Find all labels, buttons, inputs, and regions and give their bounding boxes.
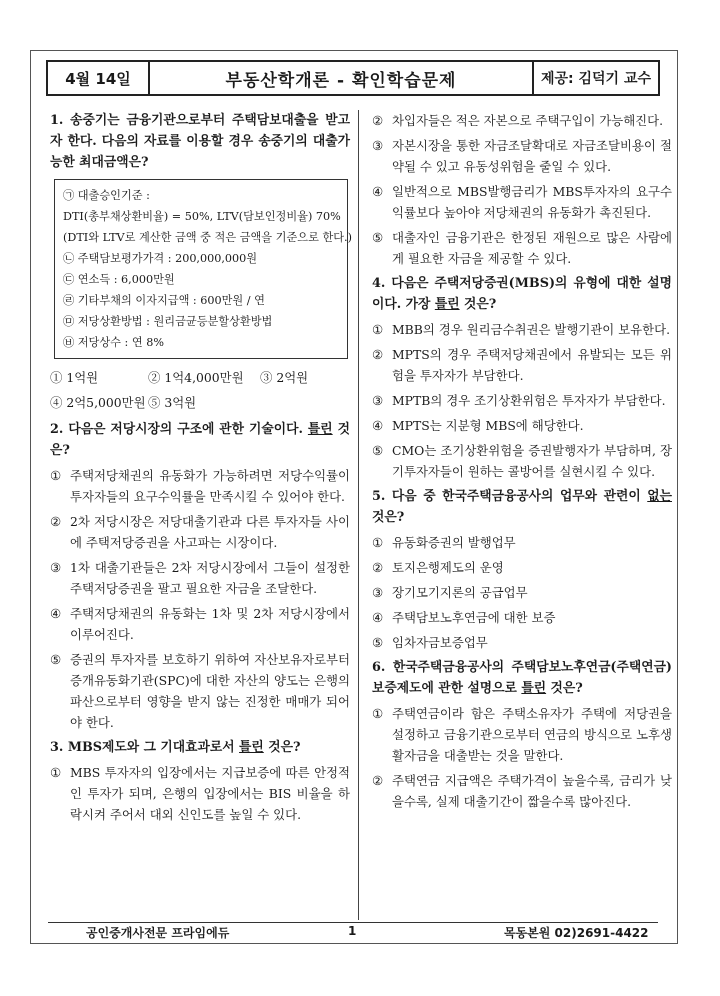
question-number: 5. xyxy=(372,489,386,504)
option-text: 1차 대출기관들은 2차 저당시장에서 그들이 설정한 주택저당증권을 팔고 필요한 자금을 조달한다. xyxy=(70,560,350,596)
option-number: ② xyxy=(50,514,62,529)
condition-line: DTI(총부채상환비율) = 50%, LTV(담보인정비율) 70% xyxy=(63,210,341,223)
answer-option[interactable]: ③ 2억원 xyxy=(260,370,309,385)
question-1 xyxy=(50,110,350,173)
question-text: 다음은 주택저당증권(MBS)의 유형에 대한 설명이다. 가장 xyxy=(372,276,672,312)
option-number: ④ xyxy=(50,606,62,621)
question-emphasis: 틀린 xyxy=(239,740,264,755)
question-4 xyxy=(372,273,672,315)
option-text: MPTS는 지분형 MBS에 해당한다. xyxy=(392,418,584,433)
question-emphasis: 없는 xyxy=(647,489,672,504)
answer-option[interactable] xyxy=(372,135,672,177)
answer-option[interactable] xyxy=(372,440,672,482)
answer-option[interactable] xyxy=(372,227,672,269)
option-text: CMO는 조기상환위험을 증권발행자가 부담하며, 장기투자자들이 원하는 콜방어를 실현시킬 수 있다. xyxy=(392,443,672,479)
q1-options xyxy=(50,367,350,417)
question-text: 다음은 저당시장의 구조에 관한 기술이다. xyxy=(68,422,308,437)
question-emphasis: 틀린 xyxy=(307,422,333,437)
option-text: 자본시장을 통한 자금조달확대로 자금조달비용이 절약될 수 있고 유동성위험을 줄일 수 있다. xyxy=(392,138,672,174)
option-text: 2차 저당시장은 저당대출기관과 다른 투자자들 사이에 주택저당증권을 사고파는 시장이다. xyxy=(70,514,350,550)
answer-option[interactable] xyxy=(50,511,350,553)
column-divider xyxy=(358,110,359,920)
question-3 xyxy=(50,737,350,758)
question-emphasis: 틀린 xyxy=(521,681,547,696)
condition-line: ㉡ 주택담보평가가격 : 200,000,000원 xyxy=(63,252,258,265)
answer-option[interactable] xyxy=(372,770,672,812)
question-emphasis: 틀린 xyxy=(434,297,460,312)
option-number: ⑤ xyxy=(50,652,62,667)
answer-option[interactable] xyxy=(50,465,350,507)
question-text: MBS제도와 그 기대효과로서 xyxy=(67,740,240,755)
option-number: ① xyxy=(372,706,384,721)
condition-line: (DTI와 LTV로 계산한 금액 중 적은 금액을 기준으로 한다.) xyxy=(63,231,352,244)
question-number: 1. xyxy=(50,113,64,128)
question-text-end: 것은? xyxy=(546,681,583,696)
right-column xyxy=(372,110,672,816)
option-number: ① xyxy=(50,765,62,780)
option-text: MPTB의 경우 조기상환위험은 투자자가 부담한다. xyxy=(392,393,666,408)
option-text: 토지은행제도의 운영 xyxy=(392,560,504,575)
option-number: ③ xyxy=(372,393,384,408)
question-number: 4. xyxy=(372,276,386,291)
answer-option[interactable] xyxy=(372,415,672,436)
answer-option[interactable]: ① 1억원 xyxy=(50,370,99,385)
option-number: ② xyxy=(372,113,384,128)
option-text: 유동화증권의 발행업무 xyxy=(392,535,516,550)
option-number: ① xyxy=(372,535,384,550)
question-number: 2. xyxy=(50,422,64,437)
answer-option[interactable] xyxy=(50,603,350,645)
question-text-end: 것은? xyxy=(50,422,350,458)
question-text: 한국주택금융공사의 주택담보노후연금(주택연금)보증제도에 관한 설명으로 xyxy=(372,660,672,696)
left-column xyxy=(50,110,350,829)
answer-option[interactable] xyxy=(372,703,672,766)
option-number: ② xyxy=(372,560,384,575)
option-text: MPTS의 경우 주택저당채권에서 유발되는 모든 위험을 투자자가 부담한다. xyxy=(392,347,672,383)
option-number: ⑤ xyxy=(372,230,384,245)
question-text: 송중기는 금융기관으로부터 주택담보대출을 받고자 한다. 다음의 자료를 이용할 경우 송중기의 대출가능한 최대금액은? xyxy=(50,113,350,170)
answer-option[interactable] xyxy=(372,181,672,223)
footer-rule xyxy=(48,922,658,923)
answer-option[interactable] xyxy=(50,762,350,825)
answer-option[interactable] xyxy=(372,110,672,131)
answer-option[interactable] xyxy=(372,344,672,386)
option-number: ③ xyxy=(372,138,384,153)
footer-publisher: 공인중개사전문 프라임에듀 xyxy=(86,926,230,940)
question-text-end: 것은? xyxy=(459,297,497,312)
option-text: 주택저당채권의 유동화가 가능하려면 저당수익률이 투자자들의 요구수익률을 만족시킬 수 있어야 한다. xyxy=(70,468,350,504)
question-text: 다음 중 한국주택금융공사의 업무와 관련이 xyxy=(391,489,648,504)
header-bar xyxy=(46,60,660,96)
answer-option[interactable] xyxy=(372,319,672,340)
answer-option[interactable] xyxy=(372,582,672,603)
answer-option[interactable]: ④ 2억5,000만원 xyxy=(50,395,146,410)
question-number: 3. xyxy=(50,740,64,755)
question-text-end: 것은? xyxy=(263,740,301,755)
option-text: 임차자금보증업무 xyxy=(392,635,488,650)
answer-option[interactable]: ② 1억4,000만원 xyxy=(148,370,244,385)
option-text: 일반적으로 MBS발행금리가 MBS투자자의 요구수익률보다 높아야 저당채권의 유동화가 촉진된다. xyxy=(392,184,672,220)
option-number: ① xyxy=(50,468,62,483)
option-number: ④ xyxy=(372,418,384,433)
answer-option[interactable] xyxy=(372,390,672,411)
option-text: 대출자인 금융기관은 한정된 재원으로 많은 사람에게 필요한 자금을 제공할 수 있다. xyxy=(392,230,672,266)
answer-option[interactable] xyxy=(372,607,672,628)
option-text: 주택연금이라 함은 주택소유자가 주택에 저당권을 설정하고 금융기관으로부터 연금의 방식으로 노후생활자금을 대출받는 것을 말한다. xyxy=(392,706,672,763)
question-6 xyxy=(372,657,672,699)
question-2 xyxy=(50,419,350,461)
header-date: 4월 14일 xyxy=(48,62,150,94)
option-number: ② xyxy=(372,347,384,362)
option-text: MBB의 경우 원리금수취권은 발행기관이 보유한다. xyxy=(392,322,671,337)
option-number: ① xyxy=(372,322,384,337)
conditions-box xyxy=(54,179,352,359)
option-text: 증권의 투자자를 보호하기 위하여 자산보유자로부터 증개유동화기관(SPC)에 대한 자산의 양도는 은행의 파산으로부터 영향을 받지 않는 진정한 매매가 되어야 한다. xyxy=(70,652,350,730)
option-text: 주택연금 지급액은 주택가격이 높을수록, 금리가 낮을수록, 실제 대출기간이 짧을수록 많아진다. xyxy=(392,773,672,809)
option-text: 주택저당채권의 유동화는 1차 및 2차 저당시장에서 이루어진다. xyxy=(70,606,350,642)
condition-line: ㉢ 연소득 : 6,000만원 xyxy=(63,273,175,286)
option-number: ④ xyxy=(372,610,384,625)
page-number: 1 xyxy=(348,924,357,938)
option-text: 장기모기지론의 공급업무 xyxy=(392,585,528,600)
option-number: ⑤ xyxy=(372,443,384,458)
answer-option[interactable]: ⑤ 3억원 xyxy=(148,395,197,410)
condition-line: ㉥ 저당상수 : 연 8% xyxy=(63,336,164,349)
answer-option[interactable] xyxy=(372,557,672,578)
option-number: ④ xyxy=(372,184,384,199)
answer-option[interactable] xyxy=(372,632,672,653)
question-5 xyxy=(372,486,672,528)
option-number: ② xyxy=(372,773,384,788)
option-text: 주택담보노후연금에 대한 보증 xyxy=(392,610,556,625)
option-text: 차입자들은 적은 자본으로 주택구입이 가능해진다. xyxy=(392,113,664,128)
question-number: 6. xyxy=(372,660,386,675)
option-number: ⑤ xyxy=(372,635,384,650)
option-text: MBS 투자자의 입장에서는 지급보증에 따른 안정적인 투자가 되며, 은행의 입장에서는 BIS 비율을 하락시켜 주어서 대외 신인도를 높일 수 있다. xyxy=(70,765,350,822)
condition-line: ㉣ 기타부채의 이자지급액 : 600만원 / 연 xyxy=(63,294,265,307)
header-title: 부동산학개론 - 확인학습문제 xyxy=(225,70,457,91)
condition-line: ㉤ 저당상환방법 : 원리금균등분할상환방법 xyxy=(63,315,273,328)
question-text-end: 것은? xyxy=(372,510,405,525)
answer-option[interactable] xyxy=(372,532,672,553)
option-number: ③ xyxy=(50,560,62,575)
condition-line: ㉠ 대출승인기준 : xyxy=(63,189,150,202)
header-provider: 제공: 김덕기 교수 xyxy=(532,62,658,94)
footer-contact: 목동본원 02)2691-4422 xyxy=(504,926,649,940)
option-number: ③ xyxy=(372,585,384,600)
answer-option[interactable] xyxy=(50,649,350,733)
answer-option[interactable] xyxy=(50,557,350,599)
